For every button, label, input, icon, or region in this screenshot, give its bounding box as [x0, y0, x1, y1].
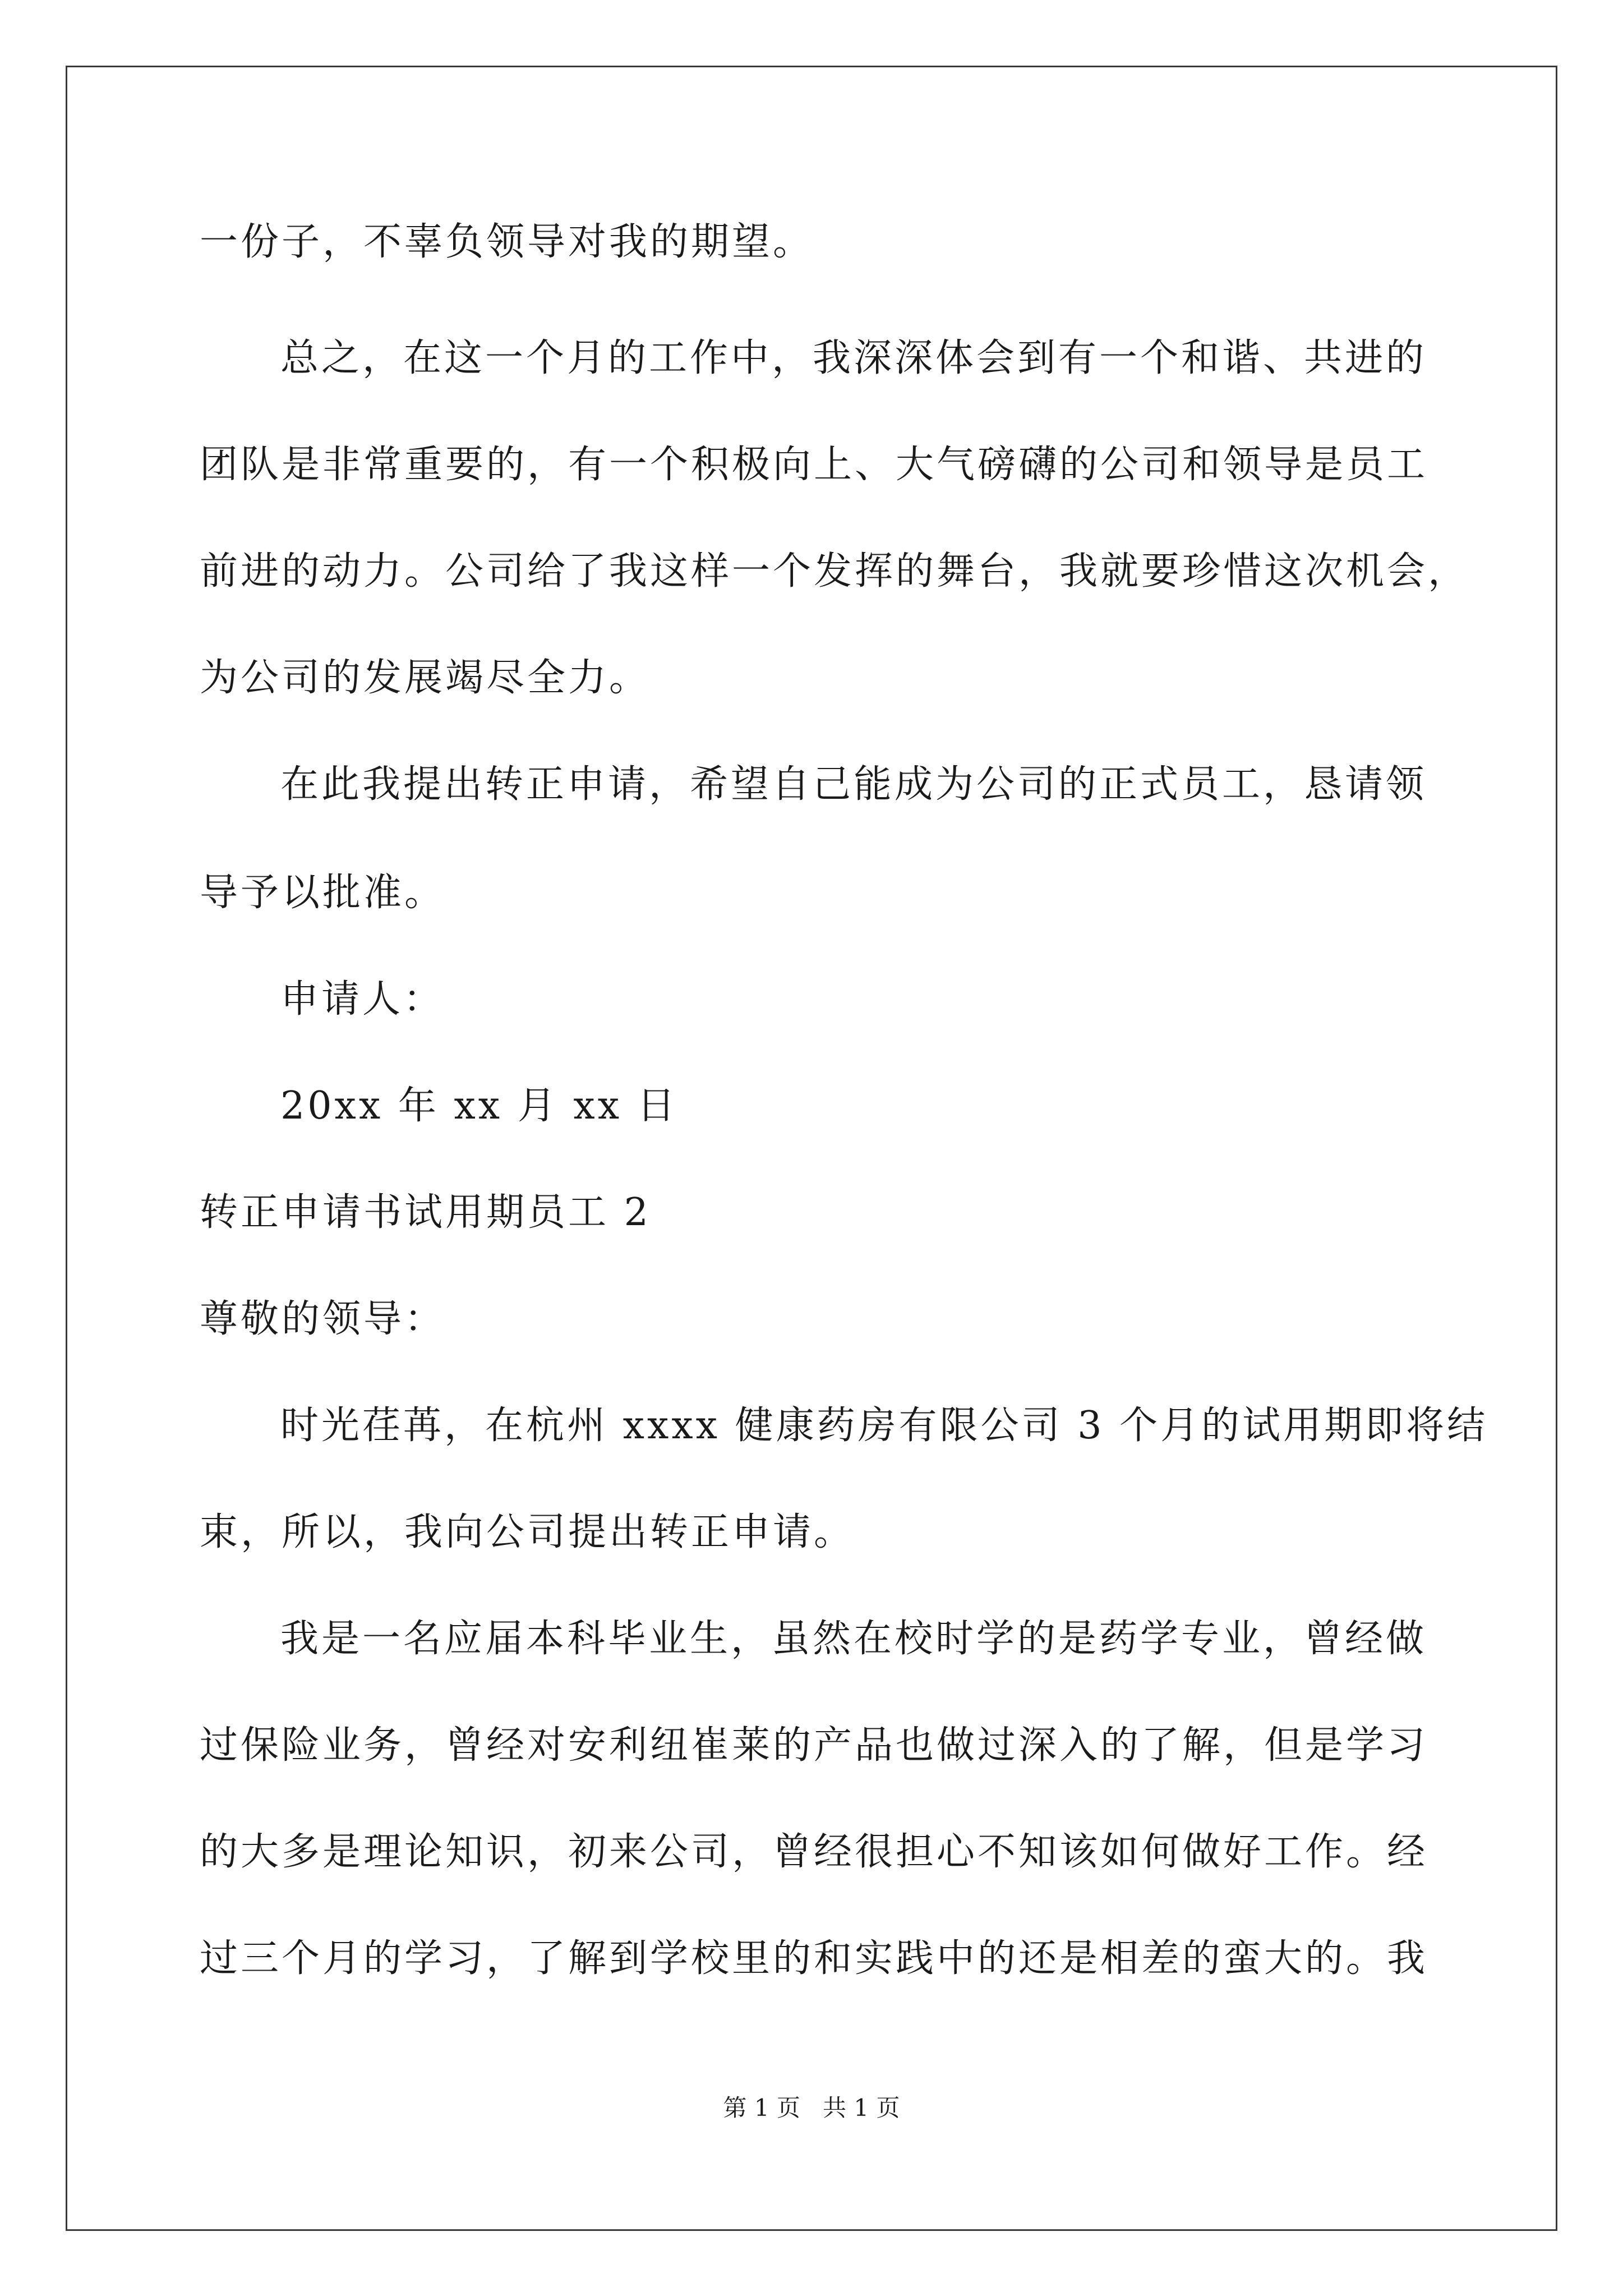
text-line: 过三个月的学习，了解到学校里的和实践中的还是相差的蛮大的。我: [200, 1936, 1428, 1981]
text-line: 前进的动力。公司给了我这样一个发挥的舞台，我就要珍惜这次机会，: [200, 549, 1469, 593]
page-border: [66, 66, 1557, 2231]
section-title: 转正申请书试用期员工 2: [200, 1190, 651, 1235]
date-line: 20xx 年 xx 月 xx 日: [280, 1084, 678, 1128]
text-line: 导予以批准。: [200, 871, 446, 915]
salutation: 尊敬的领导：: [200, 1297, 446, 1341]
text-line: 为公司的发展竭尽全力。: [200, 656, 651, 700]
text-line: 过保险业务，曾经对安利纽崔莱的产品也做过深入的了解，但是学习: [200, 1723, 1428, 1768]
page-footer: 第 1 页 共 1 页: [723, 2094, 900, 2122]
text-line: 总之，在这一个月的工作中，我深深体会到有一个和谐、共进的: [280, 336, 1427, 380]
applicant-label: 申请人：: [280, 977, 445, 1022]
text-line: 的大多是理论知识，初来公司，曾经很担心不知该如何做好工作。经: [200, 1830, 1428, 1874]
text-line: 时光荏苒，在杭州 xxxx 健康药房有限公司 3 个月的试用期即将结: [280, 1404, 1488, 1448]
text-line: 一份子，不辜负领导对我的期望。: [200, 220, 814, 264]
text-line: 束，所以，我向公司提出转正申请。: [200, 1510, 855, 1554]
text-line: 团队是非常重要的，有一个积极向上、大气磅礴的公司和领导是员工: [200, 443, 1428, 487]
text-line: 在此我提出转正申请，希望自己能成为公司的正式员工，恳请领: [280, 762, 1427, 807]
text-line: 我是一名应届本科毕业生，虽然在校时学的是药学专业，曾经做: [280, 1617, 1427, 1661]
